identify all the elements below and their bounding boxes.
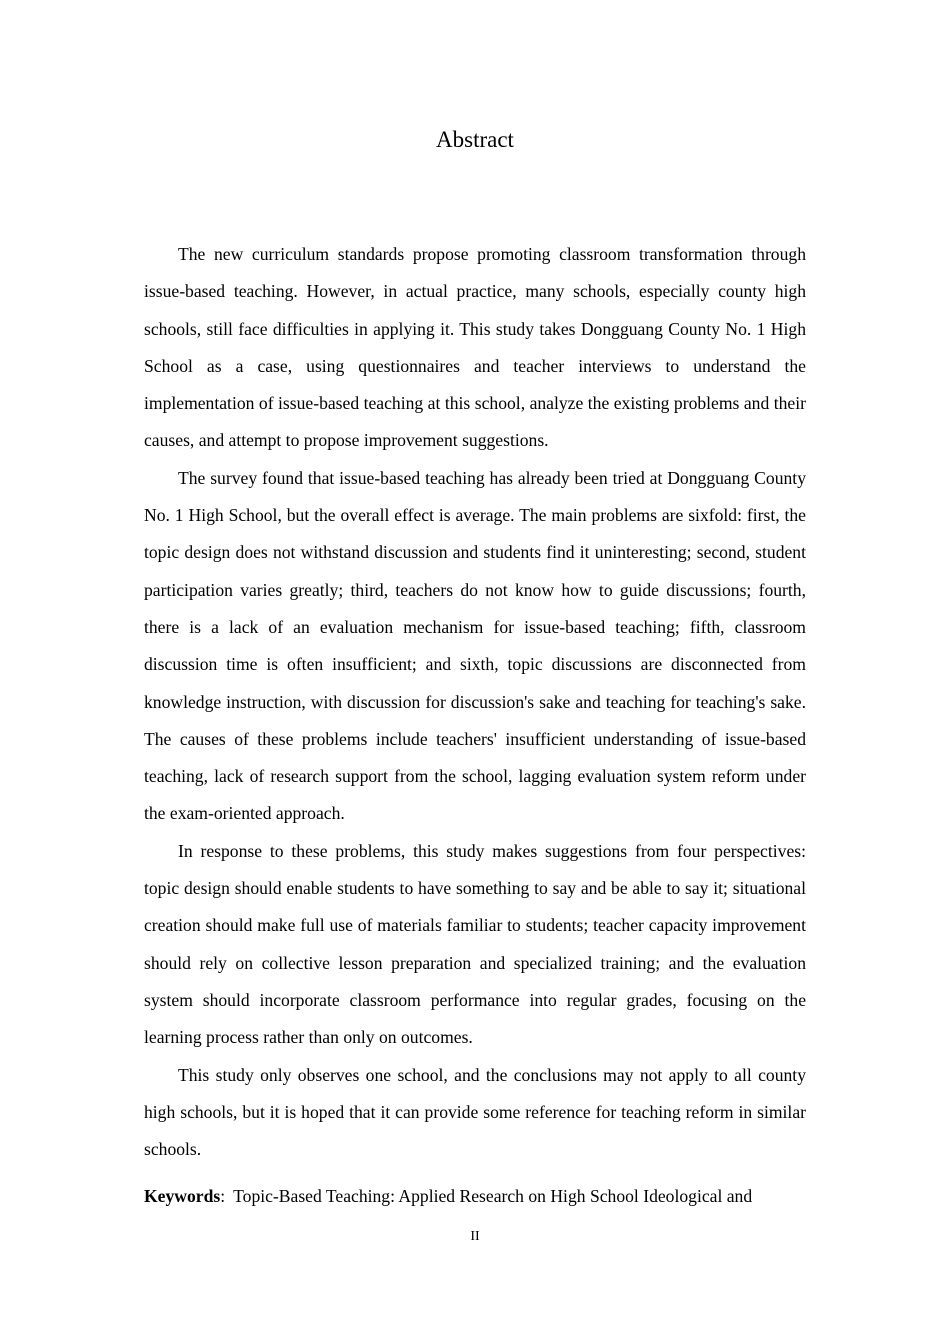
abstract-paragraph-3: In response to these problems, this study makes suggestions from four perspectives: topic design should enable students to have something to say and be able to say it; situational creation should make full use of materials familiar to students; teacher capacity improvement should rely on collective lesson preparation and specialized training; and the evaluation system should incorporate classroom performance into regular grades, focusing on the learning process rather than only on outcomes.	[144, 840, 806, 1048]
keywords-label: Keywords	[144, 1186, 221, 1206]
abstract-body	[144, 236, 806, 1168]
page-number: II	[470, 1229, 480, 1244]
abstract-paragraph-1: The new curriculum standards propose promoting classroom transformation through issue-based teaching. However, in actual practice, many schools, especially county high schools, still face difficulties in applying it. This study takes Dongguang County No. 1 High School as a case, using questionnaires and teacher interviews to understand the implementation of issue-based teaching at this school, analyze the existing problems and their causes, and attempt to propose improvement suggestions.	[144, 244, 806, 451]
keywords-separator: :	[220, 1186, 226, 1206]
keywords-line	[144, 1178, 806, 1215]
keywords-text: Topic-Based Teaching: Applied Research on High School Ideological and	[233, 1186, 753, 1206]
abstract-paragraph-4: This study only observes one school, and the conclusions may not apply to all county high schools, but it is hoped that it can provide some reference for teaching reform in similar schools.	[144, 1064, 806, 1160]
abstract-paragraph-2: The survey found that issue-based teaching has already been tried at Dongguang County No. 1 High School, but the overall effect is average. The main problems are sixfold: first, the topic design does not withstand discussion and students find it uninteresting; second, student participation varies greatly; third, teachers do not know how to guide discussions; fourth, there is a lack of an evaluation mechanism for issue-based teaching; fifth, classroom discussion time is often insufficient; and sixth, topic discussions are disconnected from knowledge instruction, with discussion for discussion's sake and teaching for teaching's sake. The causes of these problems include teachers' insufficient understanding of issue-based teaching, lack of research support from the school, lagging evaluation system reform under the exam-oriented approach.	[144, 467, 806, 824]
page-title: Abstract	[436, 127, 514, 152]
